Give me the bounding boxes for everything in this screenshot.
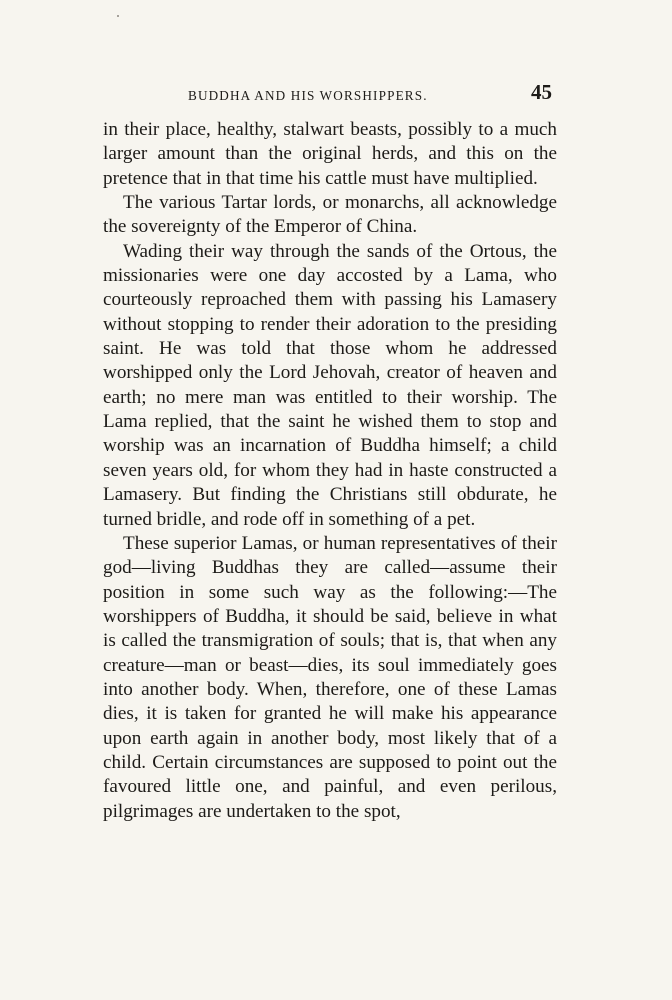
body-text (103, 118, 557, 824)
page-header (0, 80, 672, 110)
paragraph-ortous-encounter: Wading their way through the sands of the Ortous, the missionaries were one day accosted by a Lama, who courteously reproached them with passing his Lamasery without stopping to render their adoration to the presiding saint. He was told that those whom he addressed worshipped only the Lord Jehovah, creator of heaven and earth; no mere man was entitled to their worship. The Lama replied, that the saint he wished them to stop and worship was an incarnation of Buddha himself; a child seven years old, for whom they had in haste constructed a Lamasery. But finding the Christians still obdurate, he turned bridle, and rode off in something of a pet. (103, 240, 557, 530)
page-number: 45 (531, 80, 552, 104)
paragraph-continuation: in their place, healthy, stalwart beasts, possibly to a much larger amount than the original herds, and this on the pretence that in that time his cattle must have multiplied. (103, 119, 557, 189)
paragraph-tartar-lords: The various Tartar lords, or monarchs, all acknowledge the sovereignty of the Emperor of China. (103, 192, 557, 238)
paragraph-living-buddhas: These superior Lamas, or human representatives of their god—living Buddhas they are called—assume their position in some such way as the following:—The worshippers of Buddha, it should be said, believe in what is called the transmigration of souls; that is, that when any creature—man or beast—dies, its soul immediately goes into another body. When, therefore, one of these Lamas dies, it is taken for granted he will make his appearance upon earth again in another body, most likely that of a child. Certain circumstances are supposed to point out the favoured little one, and painful, and even perilous, pilgrimages are undertaken to the spot, (103, 532, 557, 822)
running-title: BUDDHA AND HIS WORSHIPPERS. (188, 88, 428, 103)
paper-speck (117, 15, 119, 17)
